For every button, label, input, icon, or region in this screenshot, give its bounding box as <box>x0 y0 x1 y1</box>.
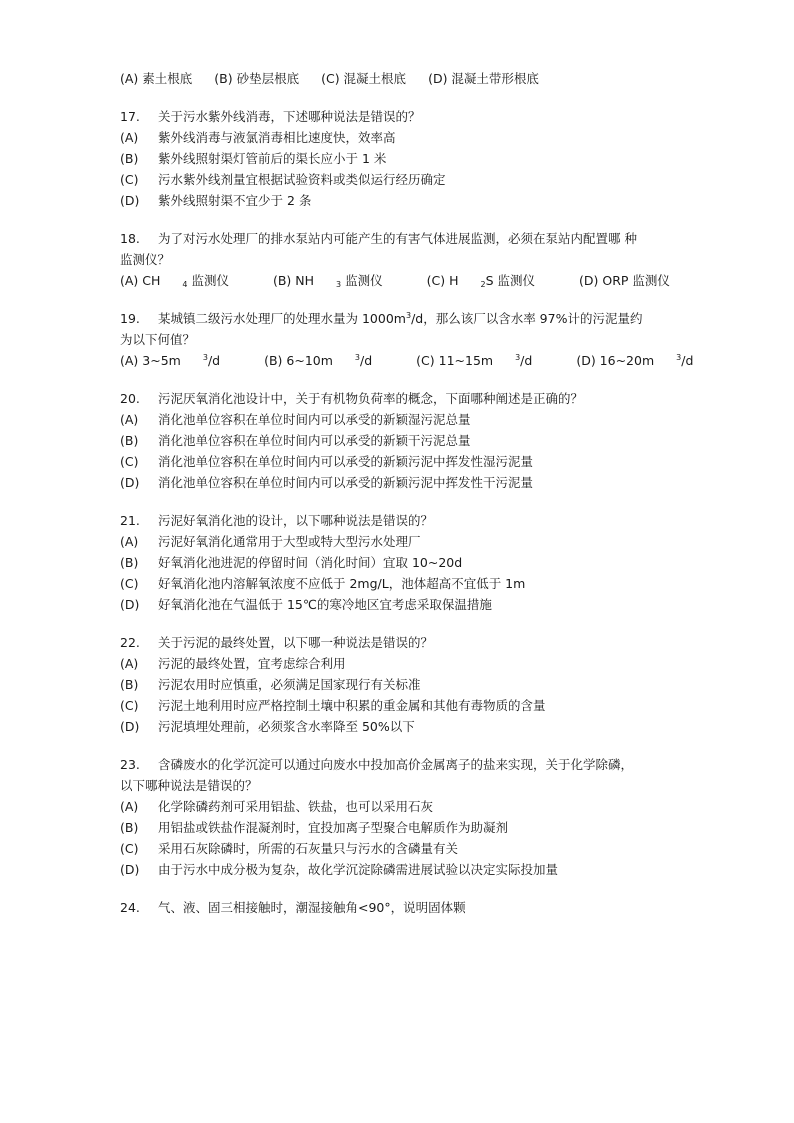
option-text: 污泥填埋处理前，必须浆含水率降至 50%以下 <box>158 719 415 734</box>
q19-stem-line2: 为以下何值？ <box>120 332 196 347</box>
option-mark: (C) <box>120 576 139 591</box>
option-text: 用铝盐或铁盐作混凝剂时，宜投加离子型聚合电解质作为助凝剂 <box>158 820 509 835</box>
q18-number: 18. <box>120 231 140 246</box>
q23-stem-line2: 以下哪种说法是错误的？ <box>120 778 258 793</box>
document-page <box>120 68 694 918</box>
option-mark: (B) <box>120 151 139 166</box>
option-mark: (A) <box>120 412 139 427</box>
q20-option-c <box>120 451 680 472</box>
q20-number: 20. <box>120 391 140 406</box>
option-mark: (D) <box>120 475 140 490</box>
q24-text: 气、液、固三相接触时，潮湿接触角<90°，说明固体颗 <box>158 900 466 915</box>
q18-option-d: (D) ORP 监测仪 <box>579 273 670 288</box>
option-mark: (A) <box>120 534 139 549</box>
q16-option-a: (A) 素土根底 <box>120 71 193 86</box>
q18-option-c <box>427 270 557 291</box>
option-text: 紫外线照射渠灯管前后的渠长应小于 1 米 <box>158 151 387 166</box>
q17-option-a <box>120 127 680 148</box>
q19-text-1 <box>158 308 642 329</box>
q21-option-a <box>120 531 680 552</box>
option-text: 由于污水中成分极为复杂，故化学沉淀除磷需进展试验以决定实际投加量 <box>158 862 559 877</box>
q22-option-c <box>120 695 680 716</box>
q23-option-c <box>120 838 680 859</box>
unit-suffix: /d <box>360 353 373 368</box>
q24-number: 24. <box>120 900 140 915</box>
q19-stem-line1 <box>120 308 680 329</box>
option-mark: (D) <box>120 719 140 734</box>
option-text: 污泥的最终处置，宜考虑综合利用 <box>158 656 346 671</box>
option-c-suffix: S 监测仪 <box>485 273 535 288</box>
q19-text-post: /d，那么该厂以含水率 97%计的污泥量约 <box>411 311 643 326</box>
option-text: 污泥好氧消化通常用于大型或特大型污水处理厂 <box>158 534 421 549</box>
option-text: 消化池单位容积在单位时间内可以承受的新颖污泥中挥发性干污泥量 <box>158 475 534 490</box>
option-mark: (D) <box>120 597 140 612</box>
q23-stem-line1 <box>120 754 680 775</box>
option-text: 消化池单位容积在单位时间内可以承受的新颖干污泥总量 <box>158 433 471 448</box>
option-text: 好氧消化池内溶解氧浓度不应低于 2mg/L，池体超高不宜低于 1m <box>158 576 526 591</box>
option-mark: (C) <box>120 172 139 187</box>
q18-option-b <box>273 270 405 291</box>
option-mark: (B) <box>120 555 139 570</box>
option-mark: (C) <box>120 454 139 469</box>
q18-options <box>120 270 680 291</box>
q21-option-b <box>120 552 680 573</box>
q20-text: 污泥厌氧消化池设计中，关于有机物负荷率的概念，下面哪种阐述是正确的？ <box>158 391 584 406</box>
q22-number: 22. <box>120 635 140 650</box>
q17-stem <box>120 106 680 127</box>
q18-stem-line1 <box>120 228 680 249</box>
option-mark: (B) <box>120 677 139 692</box>
subscript: 4 <box>182 280 188 289</box>
option-text: 污泥土地利用时应严格控制土壤中积累的重金属和其他有毒物质的含量 <box>158 698 546 713</box>
q18-option-a <box>120 270 251 291</box>
q22-text: 关于污泥的最终处置，以下哪一种说法是错误的？ <box>158 635 434 650</box>
q21-option-c <box>120 573 680 594</box>
q16-options <box>120 68 680 89</box>
option-mark: (B) <box>120 433 139 448</box>
option-text: 紫外线照射渠不宜少于 2 条 <box>158 193 312 208</box>
q23-number: 23. <box>120 757 140 772</box>
q19-option-c <box>416 350 554 371</box>
option-mark: (D) <box>120 193 140 208</box>
q23-option-a <box>120 796 680 817</box>
option-text: 污水紫外线剂量宜根据试验资料或类似运行经历确定 <box>158 172 446 187</box>
q20-option-b <box>120 430 680 451</box>
q17-option-c <box>120 169 680 190</box>
q23-option-d <box>120 859 680 880</box>
option-b-suffix: 监测仪 <box>341 273 383 288</box>
q20-option-d <box>120 472 680 493</box>
option-mark: (A) <box>120 656 139 671</box>
subscript: 2 <box>480 280 486 289</box>
option-b-text: (B) 6~10m <box>264 353 333 368</box>
q18-stem-line2: 监测仪？ <box>120 252 171 267</box>
option-c-text: (C) 11~15m <box>416 353 494 368</box>
q23-option-b <box>120 817 680 838</box>
q16-option-d: (D) 混凝土带形根底 <box>428 71 539 86</box>
option-mark: (A) <box>120 799 139 814</box>
unit-suffix: /d <box>207 353 221 368</box>
option-text: 消化池单位容积在单位时间内可以承受的新颖污泥中挥发性湿污泥量 <box>158 454 534 469</box>
option-text: 化学除磷药剂可采用铝盐、铁盐，也可以采用石灰 <box>158 799 434 814</box>
q21-text: 污泥好氧消化池的设计，以下哪种说法是错误的？ <box>158 513 434 528</box>
option-a-text: (A) 3~5m <box>120 353 181 368</box>
superscript: 3 <box>354 353 360 362</box>
q17-text: 关于污水紫外线消毒，下述哪种说法是错误的？ <box>158 109 421 124</box>
option-b-text: (B) NH <box>272 273 315 288</box>
option-c-text: (C) H <box>426 273 459 288</box>
q16-option-b: (B) 砂垫层根底 <box>214 71 300 86</box>
option-text: 污泥农用时应慎重，必须满足国家现行有关标准 <box>158 677 421 692</box>
subscript: 3 <box>336 280 342 289</box>
option-mark: (A) <box>120 130 139 145</box>
q22-stem <box>120 632 680 653</box>
q17-option-d <box>120 190 680 211</box>
q17-option-b <box>120 148 680 169</box>
option-text: 采用石灰除磷时，所需的石灰量只与污水的含磷量有关 <box>158 841 459 856</box>
option-text: 好氧消化池进泥的停留时间（消化时间）宜取 10~20d <box>158 555 463 570</box>
q22-option-a <box>120 653 680 674</box>
q17-number: 17. <box>120 109 140 124</box>
q19-options <box>120 350 694 371</box>
unit-suffix: /d <box>520 353 533 368</box>
q18-text-1: 为了对污水处理厂的排水泵站内可能产生的有害气体进展监测，必须在泵站内配置哪 种 <box>158 231 637 246</box>
q20-option-a <box>120 409 680 430</box>
q19-option-b <box>264 350 394 371</box>
q20-stem <box>120 388 680 409</box>
q19-option-d <box>576 350 715 371</box>
option-text: 紫外线消毒与液氯消毒相比速度快，效率高 <box>158 130 396 145</box>
q21-number: 21. <box>120 513 140 528</box>
option-mark: (C) <box>120 841 139 856</box>
q21-stem <box>120 510 680 531</box>
option-a-text: (A) CH <box>120 273 161 288</box>
option-mark: (B) <box>120 820 139 835</box>
superscript: 3 <box>515 353 521 362</box>
option-mark: (C) <box>120 698 139 713</box>
q19-option-a <box>120 350 242 371</box>
q24-stem <box>120 897 680 918</box>
q16-option-c: (C) 混凝土根底 <box>321 71 407 86</box>
option-text: 消化池单位容积在单位时间内可以承受的新颖湿污泥总量 <box>158 412 471 427</box>
q22-option-b <box>120 674 680 695</box>
superscript: 3 <box>202 353 208 362</box>
q19-number: 19. <box>120 311 140 326</box>
option-mark: (D) <box>120 862 140 877</box>
q22-option-d <box>120 716 680 737</box>
unit-suffix: /d <box>681 353 694 368</box>
q19-text-pre: 某城镇二级污水处理厂的处理水量为 1000m <box>158 311 406 326</box>
option-text: 好氧消化池在气温低于 15℃的寒冷地区宜考虑采取保温措施 <box>158 597 492 612</box>
q21-option-d <box>120 594 680 615</box>
q23-text-1: 含磷废水的化学沉淀可以通过向废水中投加高价金属离子的盐来实现，关于化学除磷， <box>158 757 634 772</box>
option-a-suffix: 监测仪 <box>187 273 229 288</box>
superscript: 3 <box>405 311 412 320</box>
option-d-text: (D) 16~20m <box>576 353 655 368</box>
superscript: 3 <box>676 353 682 362</box>
